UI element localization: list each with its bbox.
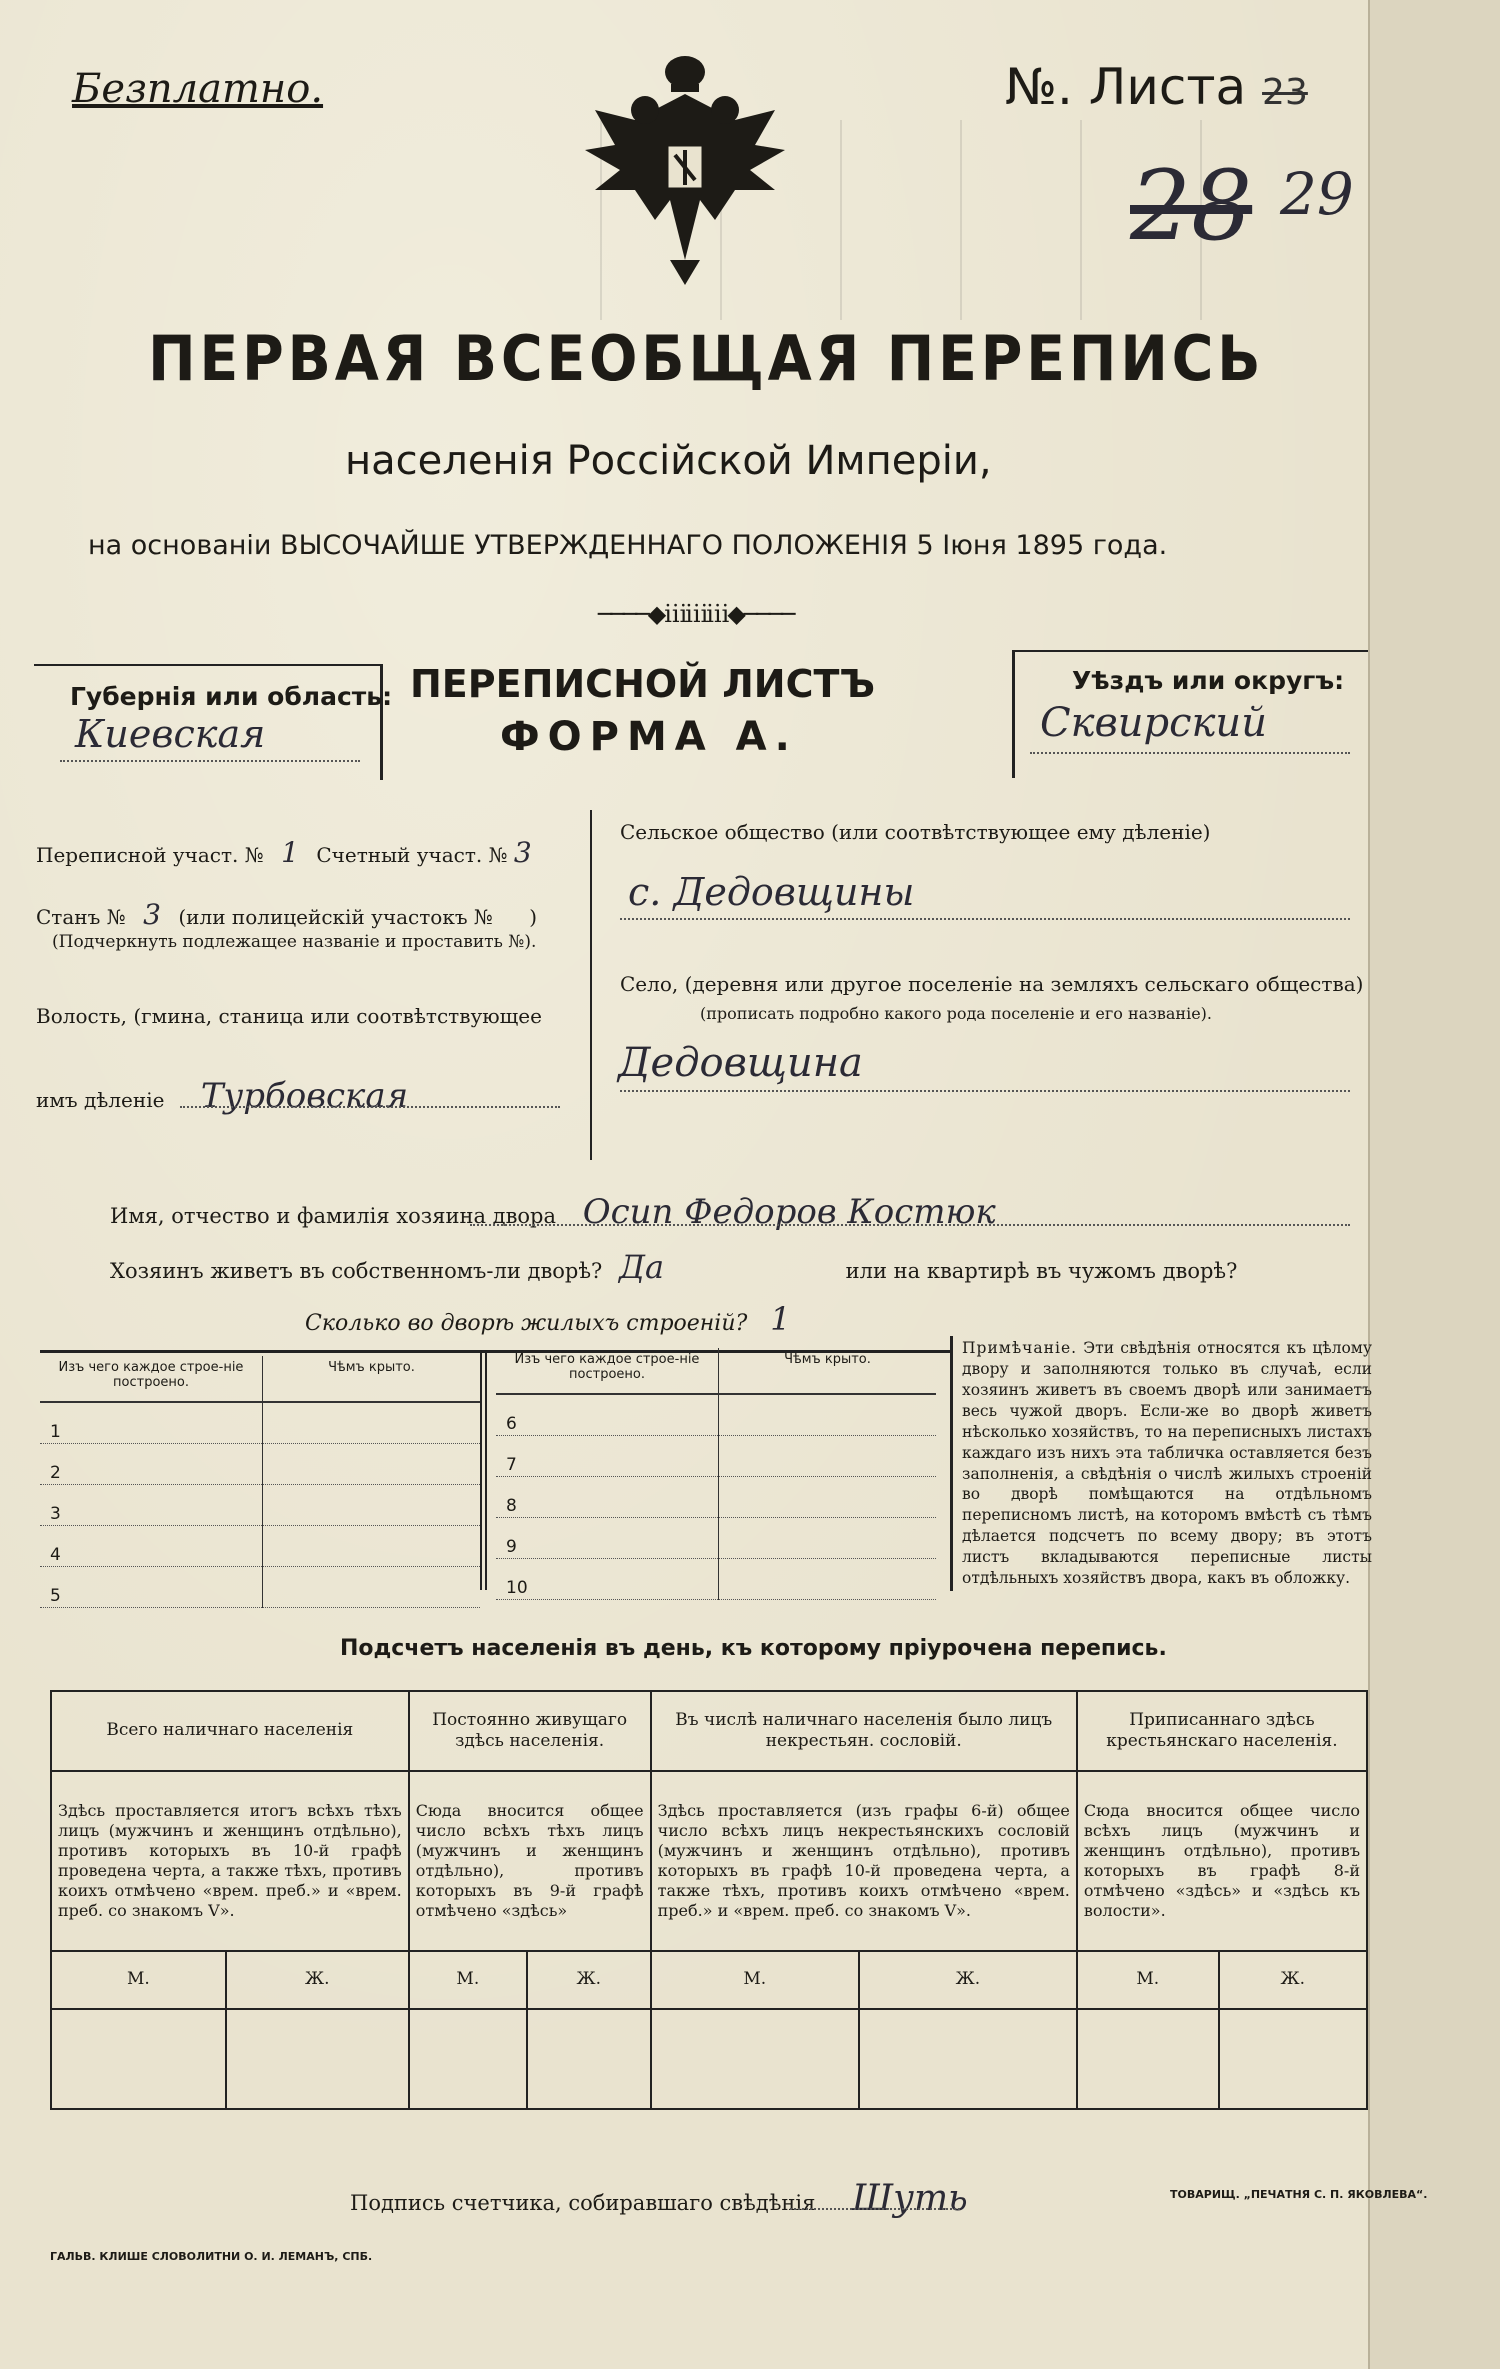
uezd-value: Сквирский (1040, 700, 1267, 746)
own-yard-label: Хозяинъ живетъ въ собственномъ-ли дворѣ? (110, 1259, 603, 1283)
census-section-value: 1 (281, 836, 299, 869)
buildings-table-left (40, 1356, 480, 1608)
ornament-divider: ────◆ⅲⅲⅲ◆──── (598, 600, 794, 628)
society-line (620, 918, 1350, 920)
pop-head-nonpeasant: Въ числѣ наличнаго населенія было лицъ некрестьян. сословій. (651, 1691, 1077, 1771)
stan-row (36, 898, 537, 931)
buildings-row-9: 9 (496, 1518, 719, 1559)
rented-label: или на квартирѣ въ чужомъ дворѣ? (845, 1259, 1238, 1283)
buildings-row-4: 4 (40, 1526, 263, 1567)
pop-body-total: Здѣсь проставляется итогъ всѣхъ тѣхъ лицъ (мужчинъ и женщинъ отдѣльно), противъ которыхъ въ 10-й графѣ проведена черта, а также тѣхъ, противъ коихъ отмѣчено «врем. преб.» и «врем. преб. со знакомъ V». (51, 1771, 409, 1951)
pop-m-1: М. (51, 1951, 226, 2009)
owner-name-line (470, 1224, 1350, 1226)
buildings-cell (263, 1444, 481, 1485)
pop-m-2: М. (409, 1951, 527, 2009)
volost-label: Волость, (гмина, станица или соотвѣтствующее (36, 1004, 542, 1028)
signature-row (350, 2178, 968, 2219)
page-edge (1368, 0, 1500, 2369)
buildings-label: Сколько во дворѣ жилыхъ строеній? (305, 1311, 748, 1336)
sheet-number-text: №. Листа (1005, 58, 1247, 116)
stan-value: 3 (143, 898, 161, 931)
volost-row (36, 1076, 408, 1116)
buildings-cell (719, 1394, 937, 1436)
pop-m-4: М. (1077, 1951, 1219, 2009)
buildings-cell (719, 1436, 937, 1477)
double-headed-eagle-icon (575, 50, 795, 290)
buildings-row-5: 5 (40, 1567, 263, 1608)
own-yard-value: Да (618, 1248, 665, 1286)
owner-name-value: Осип Федоров Костюк (582, 1192, 996, 1232)
sheet-number-struck: 23 (1262, 72, 1308, 113)
sheet-number-label (1005, 58, 1308, 116)
society-value: с. Дедовщины (628, 870, 915, 914)
buildings-row-7: 7 (496, 1436, 719, 1477)
buildings-cell (719, 1477, 937, 1518)
village-value: Дедовщина (618, 1040, 863, 1086)
free-label: Безплатно. (72, 66, 324, 112)
uezd-label: Уѣздъ или округъ: (1072, 666, 1345, 695)
gubernia-top-rule (34, 664, 380, 666)
pop-f-3: Ж. (859, 1951, 1077, 2009)
pop-value-cell (1219, 2009, 1367, 2109)
volost-label-2: имъ дѣленіе (36, 1088, 165, 1112)
census-section-row (36, 836, 532, 869)
buildings-cell (719, 1559, 937, 1600)
pop-value-cell (51, 2009, 226, 2109)
census-title: ПЕРВАЯ ВСЕОБЩАЯ ПЕРЕПИСЬ (148, 322, 1265, 395)
pop-f-2: Ж. (527, 1951, 651, 2009)
pop-value-cell (651, 2009, 859, 2109)
signature-line (790, 2208, 960, 2210)
buildings-row (305, 1300, 791, 1338)
note (962, 1338, 1372, 1589)
sheet-number-hand-2: 29 (1280, 160, 1354, 228)
census-section-label: Переписной участ. № (36, 843, 264, 867)
own-yard-row (110, 1248, 1237, 1286)
buildings-row-3: 3 (40, 1485, 263, 1526)
form-letter: ФОРМА А. (500, 714, 798, 760)
buildings-cell (263, 1567, 481, 1608)
volost-value: Турбовская (200, 1076, 409, 1116)
buildings-row-1: 1 (40, 1402, 263, 1444)
form-title: ПЕРЕПИСНОЙ ЛИСТЪ (410, 662, 876, 706)
gubernia-value: Киевская (75, 712, 266, 756)
count-section-label: Счетный участ. № (316, 843, 508, 867)
underline-hint: (Подчеркнуть подлежащее названіе и проставить №). (52, 932, 537, 952)
buildings-cell (263, 1485, 481, 1526)
buildings-double-rule (480, 1350, 487, 1590)
pop-f-1: Ж. (226, 1951, 409, 2009)
pop-body-nonpeasant: Здѣсь проставляется (изъ графы 6-й) общее число всѣхъ лицъ некрестьянскихъ сословій (мужчинъ и женщинъ отдѣльно), противъ которыхъ въ графѣ 10-й проведена черта, а также тѣхъ, противъ коихъ отмѣчено «врем. преб.» и «врем. преб. со знакомъ V». (651, 1771, 1077, 1951)
pop-value-cell (226, 2009, 409, 2109)
buildings-cell (263, 1526, 481, 1567)
pop-value-cell (859, 2009, 1077, 2109)
note-divider (950, 1336, 953, 1591)
population-table (50, 1690, 1368, 2110)
stan-label: Станъ № (36, 905, 126, 929)
village-label: Село, (деревня или другое поселеніе на земляхъ сельскаго общества) (620, 972, 1364, 996)
uezd-top-rule (1012, 650, 1368, 652)
buildings-row-8: 8 (496, 1477, 719, 1518)
footer-left: ГАЛЬВ. КЛИШЕ СЛОВОЛИТНИ О. И. ЛЕМАНЪ, СПБ. (50, 2250, 373, 2263)
village-hint: (прописать подробно какого рода поселеніе и его названіе). (700, 1004, 1212, 1023)
pop-value-cell (409, 2009, 527, 2109)
village-line (620, 1090, 1350, 1092)
pop-value-cell (1077, 2009, 1219, 2109)
pop-head-resident: Постоянно живущаго здѣсь населенія. (409, 1691, 651, 1771)
uezd-left-rule (1012, 650, 1015, 778)
police-label: (или полицейскій участокъ № (178, 905, 493, 929)
buildings-col-roof: Чѣмъ крыто. (263, 1356, 481, 1402)
note-text: Эти свѣдѣнія относятся къ цѣлому двору и заполняются только въ случаѣ, если хозяинъ живетъ въ своемъ дворѣ или занимаетъ весь чужой дворъ. Если-же во дворѣ живетъ нѣсколько хозяйствъ, то на переписныхъ листахъ каждаго изъ нихъ эта табличка оставляется безъ заполненія, а свѣдѣнія о числѣ жилыхъ строеній во дворѣ помѣщаются на отдѣльномъ переписномъ листѣ, на которомъ вмѣстѣ съ тѣмъ дѣлается подсчетъ по всему двору; въ этотъ листъ вкладываются переписные листы отдѣльныхъ хозяйствъ двора, какъ въ обложку. (962, 1339, 1372, 1588)
buildings-cell (719, 1518, 937, 1559)
census-subtitle: населенія Россійской Имперіи, (345, 438, 992, 484)
fields-divider (590, 810, 592, 1160)
society-label: Сельское общество (или соотвѣтствующее ему дѣленіе) (620, 820, 1211, 844)
owner-name-label: Имя, отчество и фамилія хозяина двора (110, 1204, 557, 1228)
pop-f-4: Ж. (1219, 1951, 1367, 2009)
police-close: ) (529, 905, 538, 929)
gubernia-value-line (60, 760, 360, 762)
buildings-cell (263, 1402, 481, 1444)
buildings-value: 1 (770, 1300, 791, 1338)
pop-head-total: Всего наличнаго населенія (51, 1691, 409, 1771)
volost-line (180, 1106, 560, 1108)
buildings-row-6: 6 (496, 1394, 719, 1436)
sheet-number-hand-1: 28 (1130, 150, 1253, 262)
pop-value-cell (527, 2009, 651, 2109)
census-basis: на основаніи ВЫСОЧАЙШЕ УТВЕРЖДЕННАГО ПОЛОЖЕНІЯ 5 Іюня 1895 года. (88, 530, 1168, 561)
pop-body-peasant: Сюда вносится общее число всѣхъ лицъ (мужчинъ и женщинъ отдѣльно), противъ которыхъ въ графѣ 8-й отмѣчено «здѣсь» и «здѣсь къ волости». (1077, 1771, 1367, 1951)
gubernia-label: Губернія или область: (70, 682, 393, 711)
population-heading: Подсчетъ населенія въ день, къ которому пріурочена перепись. (340, 1636, 1167, 1661)
pop-body-resident: Сюда вносится общее число всѣхъ тѣхъ лицъ (мужчинъ и женщинъ отдѣльно), противъ которыхъ въ 9-й графѣ отмѣчено «здѣсь» (409, 1771, 651, 1951)
buildings-col-roof-2: Чѣмъ крыто. (719, 1348, 937, 1394)
count-section-value: 3 (513, 836, 532, 869)
pop-head-peasant: Приписаннаго здѣсь крестьянскаго населенія. (1077, 1691, 1367, 1771)
buildings-row-2: 2 (40, 1444, 263, 1485)
buildings-col-material-2: Изъ чего каждое строе-ніе построено. (496, 1348, 719, 1394)
signature-label: Подпись счетчика, собиравшаго свѣдѣнія (350, 2191, 816, 2215)
buildings-col-material: Изъ чего каждое строе-ніе построено. (40, 1356, 263, 1402)
pop-m-3: М. (651, 1951, 859, 2009)
buildings-row-10: 10 (496, 1559, 719, 1600)
uezd-value-line (1030, 752, 1350, 754)
footer-right: ТОВАРИЩ. „ПЕЧАТНЯ С. П. ЯКОВЛЕВА“. (1170, 2188, 1428, 2201)
note-title: Примѣчаніе. (962, 1339, 1078, 1357)
owner-name-row (110, 1192, 996, 1232)
signature-value: Шуть (852, 2178, 968, 2219)
buildings-table-right (496, 1348, 936, 1600)
